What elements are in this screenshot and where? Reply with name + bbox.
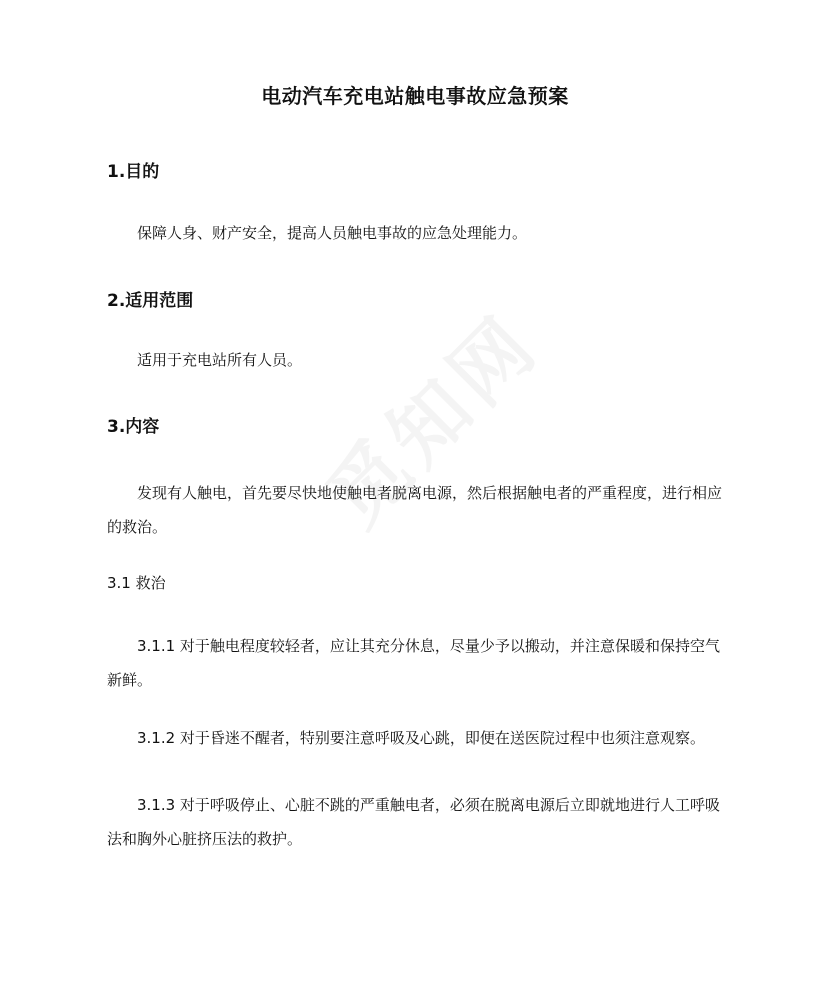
- treatment-item-2: 3.1.2 对于昏迷不醒者，特别要注意呼吸及心跳，即便在送医院过程中也须注意观察。: [137, 729, 705, 747]
- treatment-item-1: 3.1.1 对于触电程度较轻者，应让其充分休息，尽量少予以搬动，并注意保暖和保持空气新鲜。: [107, 637, 720, 689]
- page-title: 电动汽车充电站触电事故应急预案: [261, 84, 569, 108]
- section-text-content: 发现有人触电，首先要尽快地使触电者脱离电源，然后根据触电者的严重程度，进行相应的救治。: [107, 484, 723, 536]
- section-heading-purpose: 1.目的: [107, 162, 160, 182]
- section-text-scope: 适用于充电站所有人员。: [137, 351, 303, 369]
- section-text-purpose: 保障人身、财产安全，提高人员触电事故的应急处理能力。: [137, 224, 528, 242]
- section-heading-scope: 2.适用范围: [107, 291, 194, 311]
- treatment-item-3: 3.1.3 对于呼吸停止、心脏不跳的严重触电者，必须在脱离电源后立即就地进行人工呼吸法和胸外心脏挤压法的救护。: [107, 796, 720, 848]
- section-heading-content: 3.内容: [107, 417, 160, 437]
- subsection-heading-treatment: 3.1 救治: [107, 574, 166, 592]
